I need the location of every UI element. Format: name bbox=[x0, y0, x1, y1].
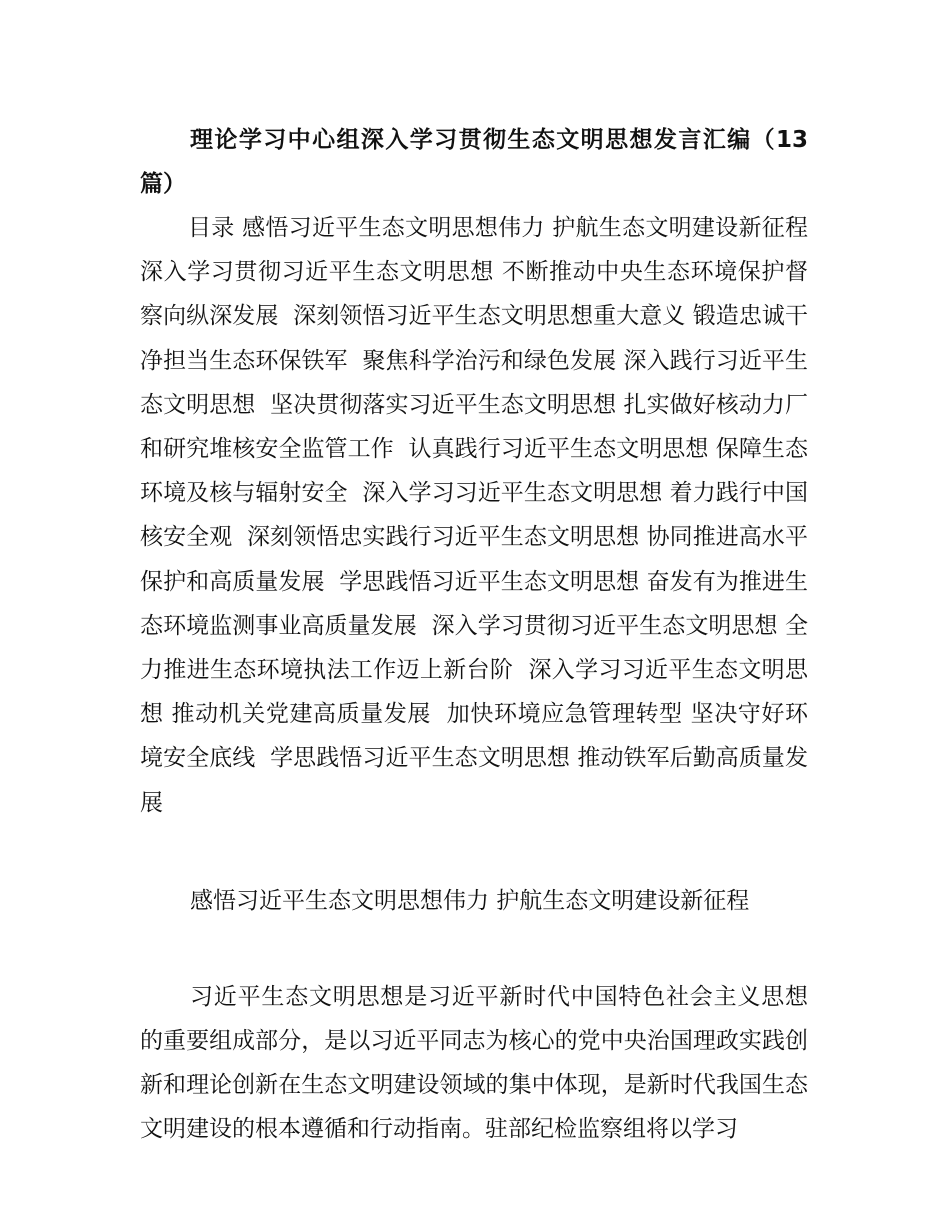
document-title: 理论学习中心组深入学习贯彻生态文明思想发言汇编（13篇） bbox=[140, 127, 808, 197]
table-of-contents: 目录 感悟习近平生态文明思想伟力 护航生态文明建设新征程 深入学习贯彻习近平生态文明思想 不断推动中央生态环境保护督察向纵深发展 深刻领悟习近平生态文明思想重大意义 锻造忠诚干净担当生态环保铁军 聚焦科学治污和绿色发展 深入践行习近平生态文明思想 坚决贯彻落实习近平生态文明思想 扎实做好核动力厂和研究堆核安全监管工作 认真践行习近平生态文明思想 保障生态环境及核与辐射安全 深入学习习近平生态文明思想 着力践行中国核安全观 深刻领悟忠实践行习近平生态文明思想 协同推进高水平保护和高质量发展 学思践悟习近平生态文明思想 奋发有为推进生态环境监测事业高质量发展 深入学习贯彻习近平生态文明思想 全力推进生态环境执法工作迈上新台阶 深入学习习近平生态文明思想 推动机关党建高质量发展 加快环境应急管理转型 坚决守好环境安全底线 学思践悟习近平生态文明思想 推动铁军后勤高质量发展 bbox=[140, 215, 823, 816]
body-paragraph: 习近平生态文明思想是习近平新时代中国特色社会主义思想的重要组成部分，是以习近平同志为核心的党中央治国理政实践创新和理论创新在生态文明建设领域的集中体现，是新时代我国生态文明建设的根本遵循和行动指南。驻部纪检监察组将以学习 bbox=[140, 983, 808, 1142]
section-heading: 感悟习近平生态文明思想伟力 护航生态文明建设新征程 bbox=[190, 887, 750, 914]
document-page bbox=[140, 118, 823, 1151]
